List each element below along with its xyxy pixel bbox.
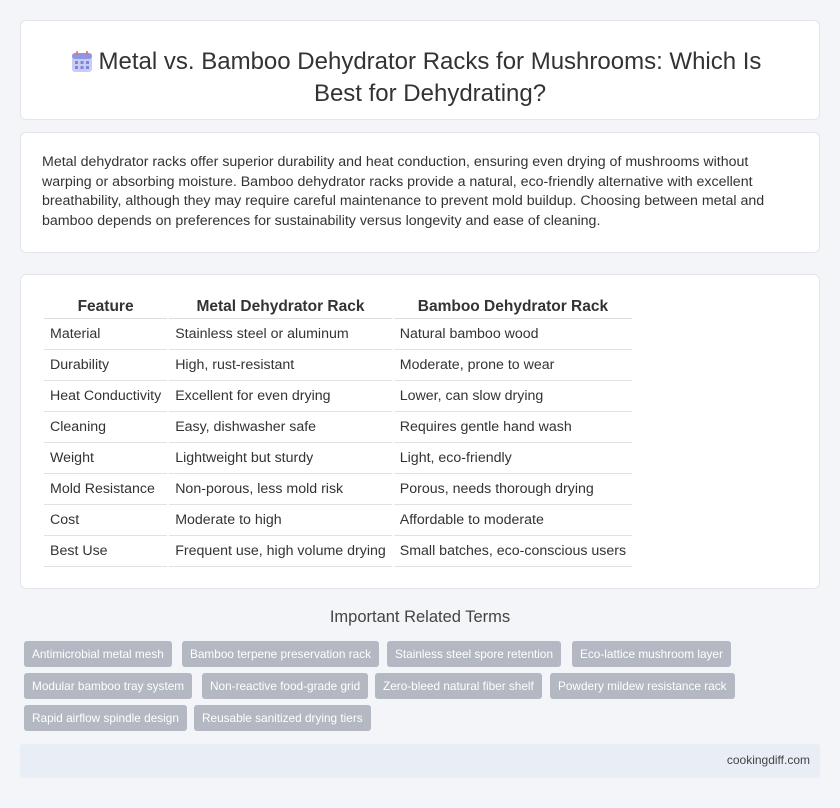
row-metal: Stainless steel or aluminum bbox=[169, 319, 392, 350]
tag-zero-bleed-shelf[interactable]: Zero-bleed natural fiber shelf bbox=[375, 673, 542, 699]
tag-eco-lattice-layer[interactable]: Eco-lattice mushroom layer bbox=[572, 641, 731, 667]
row-metal: Lightweight but sturdy bbox=[169, 443, 392, 474]
tag-rapid-airflow-spindle[interactable]: Rapid airflow spindle design bbox=[24, 705, 187, 731]
row-feature: Heat Conductivity bbox=[44, 381, 167, 412]
header-metal: Metal Dehydrator Rack bbox=[169, 295, 392, 319]
table-row bbox=[44, 505, 632, 536]
row-metal: Frequent use, high volume drying bbox=[169, 536, 392, 567]
tag-bamboo-terpene-rack[interactable]: Bamboo terpene preservation rack bbox=[182, 641, 379, 667]
row-bamboo: Porous, needs thorough drying bbox=[394, 474, 632, 505]
row-bamboo: Requires gentle hand wash bbox=[394, 412, 632, 443]
footer bbox=[20, 744, 820, 778]
row-metal: Excellent for even drying bbox=[169, 381, 392, 412]
row-feature: Mold Resistance bbox=[44, 474, 167, 505]
row-feature: Material bbox=[44, 319, 167, 350]
row-feature: Cost bbox=[44, 505, 167, 536]
intro-card bbox=[20, 132, 820, 253]
row-feature: Best Use bbox=[44, 536, 167, 567]
row-metal: Non-porous, less mold risk bbox=[169, 474, 392, 505]
table-header-row bbox=[44, 295, 632, 319]
header-bamboo: Bamboo Dehydrator Rack bbox=[394, 295, 632, 319]
row-bamboo: Lower, can slow drying bbox=[394, 381, 632, 412]
row-metal: Easy, dishwasher safe bbox=[169, 412, 392, 443]
tag-non-reactive-grid[interactable]: Non-reactive food-grade grid bbox=[202, 673, 368, 699]
tag-antimicrobial-metal-mesh[interactable]: Antimicrobial metal mesh bbox=[24, 641, 172, 667]
table-row bbox=[44, 536, 632, 567]
table-row bbox=[44, 319, 632, 350]
row-bamboo: Moderate, prone to wear bbox=[394, 350, 632, 381]
row-bamboo: Natural bamboo wood bbox=[394, 319, 632, 350]
comparison-card bbox=[20, 274, 820, 589]
row-bamboo: Small batches, eco-conscious users bbox=[394, 536, 632, 567]
row-feature: Weight bbox=[44, 443, 167, 474]
row-feature: Durability bbox=[44, 350, 167, 381]
table-row bbox=[44, 381, 632, 412]
tag-modular-bamboo-tray[interactable]: Modular bamboo tray system bbox=[24, 673, 192, 699]
table-row bbox=[44, 350, 632, 381]
table-row bbox=[44, 474, 632, 505]
row-metal: High, rust-resistant bbox=[169, 350, 392, 381]
row-feature: Cleaning bbox=[44, 412, 167, 443]
intro-paragraph: Metal dehydrator racks offer superior durability and heat conduction, ensuring even drying of mushrooms without warping or absorbing moisture. Bamboo dehydrator racks provide a natural, eco-friendly alternative with excellent breathability, although they may require careful maintenance to prevent mold buildup. Choosing between metal and bamboo depends on preferences for sustainability versus longevity and ease of cleaning. bbox=[42, 154, 765, 229]
footer-site[interactable]: cookingdiff.com bbox=[726, 753, 810, 767]
row-bamboo: Light, eco-friendly bbox=[394, 443, 632, 474]
page-title: Metal vs. Bamboo Dehydrator Racks for Mushrooms: Which Is Best for Dehydrating? bbox=[98, 48, 762, 107]
table-row bbox=[44, 443, 632, 474]
comparison-table bbox=[42, 295, 634, 567]
related-terms-heading: Important Related Terms bbox=[329, 608, 511, 626]
row-metal: Moderate to high bbox=[169, 505, 392, 536]
table-row bbox=[44, 412, 632, 443]
title-card bbox=[20, 20, 820, 120]
row-bamboo: Affordable to moderate bbox=[394, 505, 632, 536]
tag-powdery-mildew-rack[interactable]: Powdery mildew resistance rack bbox=[550, 673, 735, 699]
tag-stainless-steel-spore[interactable]: Stainless steel spore retention bbox=[387, 641, 561, 667]
tag-reusable-drying-tiers[interactable]: Reusable sanitized drying tiers bbox=[194, 705, 371, 731]
header-feature: Feature bbox=[44, 295, 167, 319]
